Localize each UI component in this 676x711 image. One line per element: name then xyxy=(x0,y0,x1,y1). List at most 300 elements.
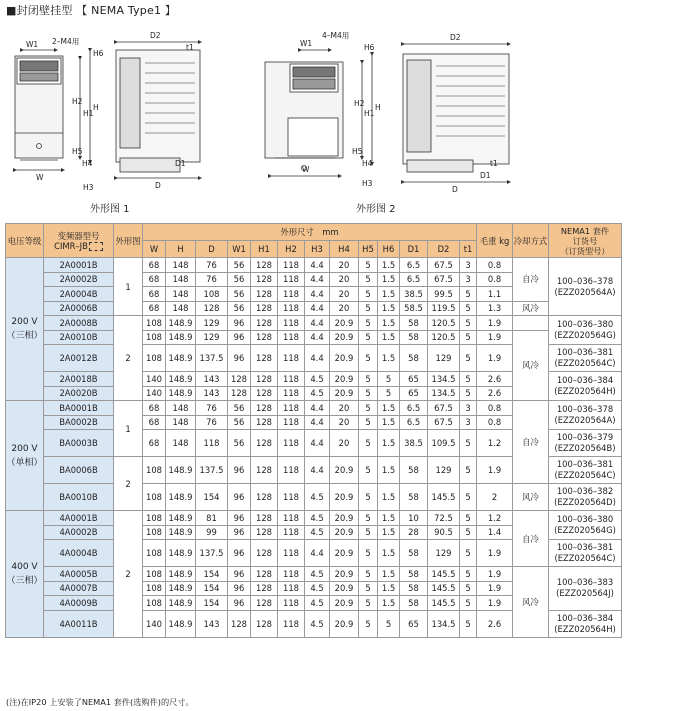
dim-cell: 96 xyxy=(228,484,251,511)
dim-cell: 5 xyxy=(359,457,378,484)
dim-cell: 1.5 xyxy=(378,484,400,511)
dim-cell: 128 xyxy=(251,567,278,582)
dim-cell: 120.5 xyxy=(428,330,460,345)
kit-code: 100–036–381 xyxy=(556,347,614,357)
weight-cell: 1.3 xyxy=(477,301,513,316)
dim-cell: 4.4 xyxy=(305,316,330,331)
dim-cell: 58 xyxy=(400,484,428,511)
dim-cell: 4.4 xyxy=(305,540,330,567)
table-row xyxy=(6,511,622,526)
fig2-label-d2: D2 xyxy=(450,33,461,42)
weight-cell: 1.9 xyxy=(477,316,513,331)
dim-cell: 128 xyxy=(251,540,278,567)
model-cell: 2A0001B xyxy=(44,258,114,273)
dim-cell: 4.4 xyxy=(305,430,330,457)
dim-cell: 76 xyxy=(196,258,228,273)
dim-cell: 96 xyxy=(228,345,251,372)
dim-cell: 5 xyxy=(359,596,378,611)
footnote: (注)在IP20 上安装了NEMA1 套件(选购件)的尺寸。 xyxy=(6,697,194,707)
header-dim-col: H3 xyxy=(305,241,330,258)
weight-cell: 1.9 xyxy=(477,345,513,372)
fig1-front-view xyxy=(15,56,63,160)
dim-cell: 3 xyxy=(460,258,477,273)
fig2-label-w: W xyxy=(302,165,310,174)
header-kit-line1: NEMA1 套件 xyxy=(560,225,610,236)
dim-cell: 20 xyxy=(330,272,359,287)
dim-cell: 28 xyxy=(400,525,428,540)
fig2-label-holes: 4–M4用 xyxy=(322,31,350,40)
dim-cell: 118 xyxy=(278,567,305,582)
dim-cell: 1.5 xyxy=(378,258,400,273)
dim-cell: 6.5 xyxy=(400,258,428,273)
dim-cell: 4.5 xyxy=(305,525,330,540)
weight-cell: 2.6 xyxy=(477,386,513,401)
model-cell: BA0010B xyxy=(44,484,114,511)
kit-cell xyxy=(549,258,622,316)
kit-cell xyxy=(549,345,622,372)
dim-cell: 148.9 xyxy=(166,330,196,345)
dim-cell: 118 xyxy=(278,415,305,430)
dim-cell: 20 xyxy=(330,401,359,416)
dim-cell: 118 xyxy=(278,301,305,316)
model-cell: 4A0001B xyxy=(44,511,114,526)
dim-cell: 56 xyxy=(228,415,251,430)
model-cell: BA0006B xyxy=(44,457,114,484)
dim-cell: 118 xyxy=(278,287,305,302)
dim-cell: 4.4 xyxy=(305,415,330,430)
dim-cell: 6.5 xyxy=(400,415,428,430)
dim-cell: 128 xyxy=(251,316,278,331)
dim-cell: 96 xyxy=(228,330,251,345)
dim-cell: 128 xyxy=(251,596,278,611)
cooling-cell: 风冷 xyxy=(513,484,549,511)
dim-cell: 56 xyxy=(228,430,251,457)
dim-cell: 5 xyxy=(359,401,378,416)
dim-cell: 99.5 xyxy=(428,287,460,302)
dim-cell: 68 xyxy=(143,430,166,457)
kit-sub: (EZZ020564A) xyxy=(554,286,616,297)
kit-sub: (EZZ020564C) xyxy=(554,553,616,563)
dim-cell: 134.5 xyxy=(428,386,460,401)
dim-cell: 5 xyxy=(378,372,400,387)
dim-cell: 5 xyxy=(460,301,477,316)
dim-cell: 128 xyxy=(251,272,278,287)
dim-cell: 58 xyxy=(400,316,428,331)
header-dim-col: H2 xyxy=(278,241,305,258)
dim-cell: 148.9 xyxy=(166,372,196,387)
dim-cell: 148.9 xyxy=(166,610,196,637)
dim-cell: 4.5 xyxy=(305,610,330,637)
header-dim-col: H4 xyxy=(330,241,359,258)
fig2-label-h3: H3 xyxy=(362,179,373,188)
dim-cell: 118 xyxy=(278,372,305,387)
dim-cell: 5 xyxy=(378,610,400,637)
dim-cell: 4.4 xyxy=(305,287,330,302)
table-row xyxy=(6,567,622,582)
dim-cell: 118 xyxy=(278,401,305,416)
dim-cell: 118 xyxy=(278,525,305,540)
dim-cell: 129 xyxy=(196,330,228,345)
dim-cell: 20.9 xyxy=(330,316,359,331)
dim-cell: 6.5 xyxy=(400,272,428,287)
model-cell: BA0001B xyxy=(44,401,114,416)
kit-cell xyxy=(549,316,622,345)
dim-cell: 134.5 xyxy=(428,610,460,637)
dim-cell: 5 xyxy=(460,386,477,401)
dim-cell: 118 xyxy=(278,540,305,567)
dim-cell: 81 xyxy=(196,511,228,526)
kit-sub: (EZZ020564J) xyxy=(556,588,614,599)
dim-cell: 154 xyxy=(196,567,228,582)
dim-cell: 20 xyxy=(330,415,359,430)
dim-cell: 5 xyxy=(460,457,477,484)
fig1-label-holes: 2–M4用 xyxy=(52,37,80,46)
header-model xyxy=(44,224,114,258)
dim-cell: 4.5 xyxy=(305,567,330,582)
dim-cell: 1.5 xyxy=(378,581,400,596)
dim-cell: 90.5 xyxy=(428,525,460,540)
dim-cell: 118 xyxy=(278,511,305,526)
model-cell: 4A0011B xyxy=(44,610,114,637)
fig2-side-view xyxy=(403,54,509,172)
dim-cell: 128 xyxy=(251,525,278,540)
header-fig: 外形图 xyxy=(114,224,143,258)
dim-cell: 128 xyxy=(251,415,278,430)
dim-cell: 96 xyxy=(228,457,251,484)
dim-cell: 5 xyxy=(359,415,378,430)
page-title: ■封闭壁挂型 【 NEMA Type1 】 xyxy=(6,4,177,17)
dim-cell: 10 xyxy=(400,511,428,526)
dim-cell: 65 xyxy=(400,386,428,401)
dim-cell: 96 xyxy=(228,540,251,567)
fig-cell: 1 xyxy=(114,401,143,457)
dim-cell: 20.9 xyxy=(330,484,359,511)
dim-cell: 4.4 xyxy=(305,330,330,345)
fig-cell: 2 xyxy=(114,316,143,401)
dim-cell: 128 xyxy=(228,372,251,387)
dim-cell: 148 xyxy=(166,272,196,287)
dim-cell: 118 xyxy=(278,316,305,331)
dim-cell: 118 xyxy=(278,330,305,345)
dim-cell: 128 xyxy=(251,330,278,345)
kit-sub: (EZZ020564G) xyxy=(554,525,616,535)
voltage-value: 200 V xyxy=(11,317,38,327)
dim-cell: 58 xyxy=(400,581,428,596)
model-cell: 2A0004B xyxy=(44,287,114,302)
dim-cell: 58 xyxy=(400,567,428,582)
model-cell: BA0003B xyxy=(44,430,114,457)
kit-cell xyxy=(549,484,622,511)
header-dim-col: D2 xyxy=(428,241,460,258)
dim-cell: 68 xyxy=(143,415,166,430)
fig-cell: 2 xyxy=(114,457,143,511)
dim-cell: 148.9 xyxy=(166,596,196,611)
dim-cell: 1.5 xyxy=(378,596,400,611)
dim-cell: 128 xyxy=(251,386,278,401)
dim-cell: 5 xyxy=(359,581,378,596)
kit-code: 100–036–380 xyxy=(556,319,614,329)
fig1-label-h4: H4 xyxy=(82,159,93,168)
weight-cell: 1.1 xyxy=(477,287,513,302)
dim-cell: 4.4 xyxy=(305,301,330,316)
model-cell: 4A0004B xyxy=(44,540,114,567)
voltage-cell xyxy=(6,511,44,638)
dim-cell: 68 xyxy=(143,401,166,416)
dim-cell: 148.9 xyxy=(166,581,196,596)
dim-cell: 108 xyxy=(143,511,166,526)
dim-cell: 129 xyxy=(428,457,460,484)
dim-cell: 108 xyxy=(143,581,166,596)
cooling-cell xyxy=(513,316,549,331)
dim-cell: 119.5 xyxy=(428,301,460,316)
dim-cell: 65 xyxy=(400,610,428,637)
fig2-label-h6: H6 xyxy=(364,43,375,52)
dim-cell: 67.5 xyxy=(428,401,460,416)
dim-cell: 120.5 xyxy=(428,316,460,331)
dim-cell: 143 xyxy=(196,610,228,637)
fig1-label-d2: D2 xyxy=(150,31,161,40)
dim-cell: 1.5 xyxy=(378,567,400,582)
dim-cell: 128 xyxy=(251,511,278,526)
dim-cell: 134.5 xyxy=(428,372,460,387)
weight-cell: 2 xyxy=(477,484,513,511)
dim-cell: 3 xyxy=(460,415,477,430)
fig2-label-h4: H4 xyxy=(362,159,373,168)
weight-cell: 1.9 xyxy=(477,457,513,484)
kit-cell xyxy=(549,511,622,540)
model-cell: BA0002B xyxy=(44,415,114,430)
dim-cell: 1.5 xyxy=(378,401,400,416)
model-cell: 2A0002B xyxy=(44,272,114,287)
header-dim-col: D xyxy=(196,241,228,258)
dim-cell: 108 xyxy=(143,525,166,540)
dim-cell: 20 xyxy=(330,287,359,302)
dim-cell: 118 xyxy=(278,258,305,273)
dim-cell: 5 xyxy=(460,581,477,596)
fig1-label-h3: H3 xyxy=(83,183,94,192)
dim-cell: 108 xyxy=(143,567,166,582)
dim-cell: 143 xyxy=(196,386,228,401)
kit-code: 100–036–384 xyxy=(556,612,614,623)
weight-cell: 2.6 xyxy=(477,372,513,387)
fig-cell: 1 xyxy=(114,258,143,316)
header-dim-col: W1 xyxy=(228,241,251,258)
dim-cell: 5 xyxy=(359,287,378,302)
cooling-cell: 自冷 xyxy=(513,258,549,302)
dim-cell: 143 xyxy=(196,372,228,387)
dim-cell: 76 xyxy=(196,401,228,416)
dim-cell: 20 xyxy=(330,258,359,273)
fig2-label-d: D xyxy=(452,185,458,194)
dim-cell: 20.9 xyxy=(330,511,359,526)
dim-cell: 118 xyxy=(278,345,305,372)
model-cell: 2A0020B xyxy=(44,386,114,401)
dim-cell: 5 xyxy=(359,372,378,387)
dim-cell: 108 xyxy=(196,287,228,302)
dim-cell: 148 xyxy=(166,301,196,316)
dim-cell: 5 xyxy=(359,301,378,316)
dim-cell: 145.5 xyxy=(428,581,460,596)
dim-cell: 128 xyxy=(251,581,278,596)
kit-code: 100–036–378 xyxy=(556,275,614,286)
dim-cell: 20.9 xyxy=(330,525,359,540)
model-cell: 4A0007B xyxy=(44,581,114,596)
dim-cell: 148 xyxy=(166,287,196,302)
weight-cell: 1.2 xyxy=(477,511,513,526)
header-model-line2: CIMR–JB xyxy=(54,240,88,251)
voltage-cell xyxy=(6,401,44,511)
dim-cell: 148.9 xyxy=(166,345,196,372)
dim-cell: 137.5 xyxy=(196,457,228,484)
cooling-cell: 自冷 xyxy=(513,401,549,484)
header-cooling: 冷却方式 xyxy=(513,224,549,258)
dim-cell: 148.9 xyxy=(166,316,196,331)
fig2-front-view xyxy=(265,62,343,171)
dim-cell: 148 xyxy=(166,430,196,457)
dim-cell: 154 xyxy=(196,484,228,511)
weight-cell: 0.8 xyxy=(477,415,513,430)
voltage-cell xyxy=(6,258,44,401)
model-cell: 2A0008B xyxy=(44,316,114,331)
dim-cell: 5 xyxy=(460,567,477,582)
header-kit xyxy=(549,224,622,258)
fig1-side-view xyxy=(116,50,200,172)
table-row xyxy=(6,316,622,331)
model-cell: 2A0006B xyxy=(44,301,114,316)
dim-cell: 1.5 xyxy=(378,272,400,287)
dim-cell: 67.5 xyxy=(428,415,460,430)
dim-cell: 140 xyxy=(143,386,166,401)
fig2-label-w1: W1 xyxy=(300,39,313,48)
kit-sub: (EZZ020564C) xyxy=(554,358,616,368)
dim-cell: 96 xyxy=(228,511,251,526)
dim-cell: 1.5 xyxy=(378,540,400,567)
dim-cell: 96 xyxy=(228,525,251,540)
kit-cell xyxy=(549,457,622,484)
dim-cell: 5 xyxy=(359,345,378,372)
dim-cell: 148 xyxy=(166,258,196,273)
dim-cell: 5 xyxy=(359,484,378,511)
dim-cell: 76 xyxy=(196,415,228,430)
dim-cell: 5 xyxy=(378,386,400,401)
dim-cell: 148.9 xyxy=(166,525,196,540)
dim-cell: 4.4 xyxy=(305,401,330,416)
dim-cell: 4.5 xyxy=(305,372,330,387)
dim-cell: 96 xyxy=(228,581,251,596)
dim-cell: 5 xyxy=(460,596,477,611)
dim-cell: 56 xyxy=(228,258,251,273)
model-cell: 4A0009B xyxy=(44,596,114,611)
dim-cell: 1.5 xyxy=(378,430,400,457)
fig1-label-d: D xyxy=(155,181,161,190)
dim-cell: 20.9 xyxy=(330,330,359,345)
weight-cell: 2.6 xyxy=(477,610,513,637)
dim-cell: 128 xyxy=(251,258,278,273)
kit-sub: (EZZ020564D) xyxy=(554,497,616,507)
fig2-caption: 外形图 2 xyxy=(356,204,396,215)
outline-drawings xyxy=(0,18,676,218)
kit-code: 100–036–384 xyxy=(556,375,614,385)
dim-cell: 5 xyxy=(359,540,378,567)
model-cell: 2A0012B xyxy=(44,345,114,372)
header-dim-col: H1 xyxy=(251,241,278,258)
dim-cell: 108 xyxy=(143,345,166,372)
dim-cell: 148.9 xyxy=(166,540,196,567)
kit-code: 100–036–382 xyxy=(556,486,614,496)
fig2-label-h2: H2 xyxy=(354,99,365,108)
dim-cell: 5 xyxy=(359,330,378,345)
fig2-label-h1: H1 xyxy=(364,109,375,118)
weight-cell: 1.9 xyxy=(477,567,513,582)
kit-cell xyxy=(549,401,622,430)
model-cell: 4A0002B xyxy=(44,525,114,540)
dim-cell: 128 xyxy=(251,401,278,416)
dim-cell: 20.9 xyxy=(330,596,359,611)
table-row xyxy=(6,330,622,345)
dim-cell: 96 xyxy=(228,316,251,331)
dim-cell: 5 xyxy=(460,484,477,511)
fig2-label-h: H xyxy=(375,103,381,112)
dim-cell: 4.5 xyxy=(305,386,330,401)
dim-cell: 118 xyxy=(278,484,305,511)
dim-cell: 99 xyxy=(196,525,228,540)
fig1-label-h5: H5 xyxy=(72,147,83,156)
dim-cell: 128 xyxy=(196,301,228,316)
dim-cell: 108 xyxy=(143,316,166,331)
cooling-cell: 风冷 xyxy=(513,330,549,401)
dim-cell: 5 xyxy=(460,430,477,457)
dim-cell: 20.9 xyxy=(330,610,359,637)
kit-code: 100–036–381 xyxy=(556,542,614,552)
dim-cell: 1.5 xyxy=(378,301,400,316)
dim-cell: 108 xyxy=(143,457,166,484)
dim-cell: 6.5 xyxy=(400,401,428,416)
dim-cell: 96 xyxy=(228,596,251,611)
table-row xyxy=(6,301,622,316)
dim-cell: 108 xyxy=(143,596,166,611)
fig1-label-h: H xyxy=(93,103,99,112)
dim-cell: 108 xyxy=(143,540,166,567)
fig-cell: 2 xyxy=(114,511,143,638)
dim-cell: 20 xyxy=(330,301,359,316)
kit-code: 100–036–379 xyxy=(556,432,614,442)
kit-sub: (EZZ020564H) xyxy=(554,623,616,634)
dim-cell: 68 xyxy=(143,258,166,273)
phase-value: （单相） xyxy=(6,457,43,468)
fig1-label-h1: H1 xyxy=(83,109,94,118)
dim-cell: 140 xyxy=(143,372,166,387)
dim-cell: 128 xyxy=(251,301,278,316)
kit-code: 100–036–378 xyxy=(556,404,614,414)
dim-cell: 128 xyxy=(228,386,251,401)
dim-cell: 20.9 xyxy=(330,457,359,484)
fig1-label-t1: t1 xyxy=(186,43,194,52)
dim-cell: 137.5 xyxy=(196,345,228,372)
dim-cell: 20 xyxy=(330,430,359,457)
dim-cell: 5 xyxy=(359,567,378,582)
dim-cell: 67.5 xyxy=(428,258,460,273)
dim-cell: 5 xyxy=(460,525,477,540)
dim-cell: 68 xyxy=(143,272,166,287)
dim-cell: 5 xyxy=(460,511,477,526)
dim-cell: 68 xyxy=(143,301,166,316)
dim-cell: 128 xyxy=(251,372,278,387)
dim-cell: 76 xyxy=(196,272,228,287)
dim-cell: 118 xyxy=(278,581,305,596)
dim-cell: 118 xyxy=(278,610,305,637)
header-weight: 毛重 kg xyxy=(477,224,513,258)
kit-cell xyxy=(549,430,622,457)
